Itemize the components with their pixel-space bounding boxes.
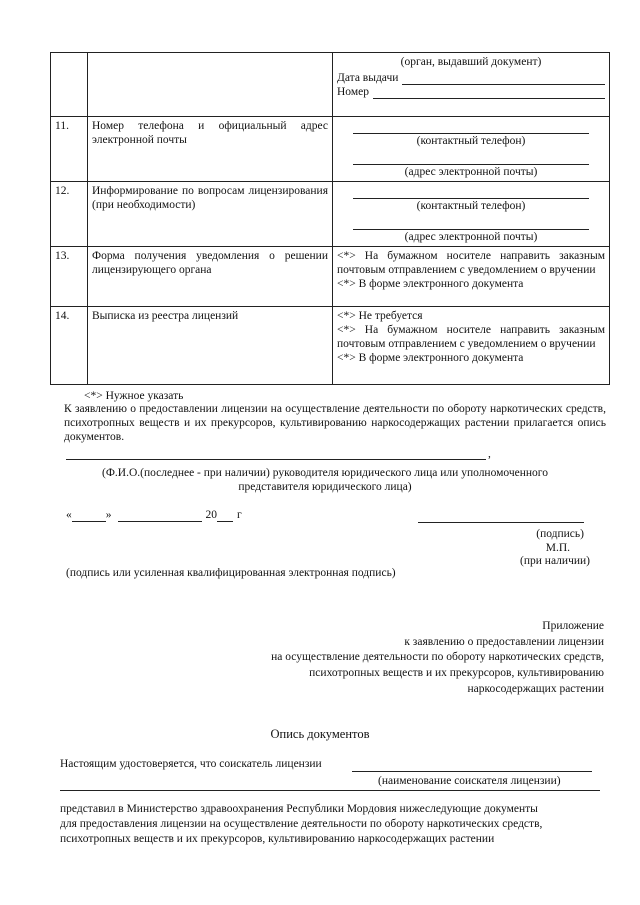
phone-caption: (контактный телефон) bbox=[416, 200, 526, 212]
option-not-required[interactable]: <*> Не требуется bbox=[337, 310, 423, 322]
stamp-note: (при наличии) bbox=[520, 555, 590, 567]
row-label: Форма получения уведомления о решении лицензирующего органа bbox=[88, 247, 333, 307]
option-paper[interactable]: <*> На бумажном носителе направить заказным почтовым отправлением с уведомлением о вручении bbox=[337, 324, 605, 350]
name-field[interactable] bbox=[66, 447, 486, 460]
option-paper[interactable]: <*> На бумажном носителе направить заказным почтовым отправлением с уведомлением о вручении bbox=[337, 250, 605, 276]
number-field[interactable] bbox=[373, 86, 605, 99]
appendix-line: наркосодержащих растении bbox=[467, 683, 604, 695]
row-label: Информирование по вопросам лицензирования (при необходимости) bbox=[88, 182, 333, 247]
row-number-cell bbox=[51, 53, 88, 117]
issue-date-field[interactable] bbox=[402, 72, 605, 85]
email-caption: (адрес электронной почты) bbox=[404, 166, 538, 178]
stamp-label: М.П. bbox=[545, 542, 570, 554]
certify-text: Настоящим удостоверяется, что соискатель лицензии bbox=[60, 758, 322, 770]
option-electronic[interactable]: <*> В форме электронного документа bbox=[337, 352, 524, 364]
appendix-line: на осуществление деятельности по обороту наркотических средств, bbox=[271, 651, 604, 663]
final-line: для предоставления лицензии на осуществление деятельности по обороту наркотических средств, bbox=[60, 818, 543, 830]
table-row bbox=[51, 182, 610, 247]
row-value-cell bbox=[333, 53, 610, 117]
phone-caption: (контактный телефон) bbox=[416, 135, 526, 147]
signature-caption: (подпись) bbox=[536, 528, 584, 540]
email-field[interactable] bbox=[353, 217, 589, 230]
row-value-cell bbox=[333, 247, 610, 307]
row-number: 12. bbox=[51, 182, 88, 247]
row-number: 13. bbox=[51, 247, 88, 307]
row-value-cell bbox=[333, 182, 610, 247]
phone-field[interactable] bbox=[353, 186, 589, 199]
row-number: 11. bbox=[51, 117, 88, 182]
email-field[interactable] bbox=[353, 152, 589, 165]
appendix-line: психотропных веществ и их прекурсоров, культивированию bbox=[309, 667, 604, 679]
footnote: <*> Нужное указать bbox=[84, 390, 184, 402]
year-field[interactable] bbox=[217, 509, 233, 522]
email-caption: (адрес электронной почты) bbox=[404, 231, 538, 243]
esign-caption: (подпись или усиленная квалифицированная электронная подпись) bbox=[66, 567, 396, 579]
row-label: Номер телефона и официальный адрес электронной почты bbox=[88, 117, 333, 182]
applicant-field[interactable] bbox=[352, 759, 592, 772]
table-row bbox=[51, 307, 610, 385]
organ-caption: (орган, выдавший документ) bbox=[400, 56, 542, 68]
table-row bbox=[51, 53, 610, 117]
signature-field[interactable] bbox=[418, 510, 584, 523]
issue-date-label: Дата выдачи bbox=[337, 72, 399, 84]
option-electronic[interactable]: <*> В форме электронного документа bbox=[337, 278, 524, 290]
final-line: психотропных веществ и их прекурсоров, культивированию наркосодержащих растении bbox=[60, 833, 495, 845]
applicant-field-continued[interactable] bbox=[60, 784, 600, 791]
final-line: представил в Министерство здравоохранения Республики Мордовия нижеследующие документы bbox=[60, 803, 538, 815]
table-row bbox=[51, 247, 610, 307]
year-suffix: г bbox=[237, 509, 242, 521]
date-close-quote: » bbox=[105, 509, 112, 521]
row-label: Выписка из реестра лицензий bbox=[88, 307, 333, 385]
license-form-table bbox=[50, 52, 610, 385]
name-caption: (Ф.И.О.(последнее - при наличии) руководителя юридического лица или уполномоченного представителя юридического лица) bbox=[102, 467, 548, 493]
row-label-cell bbox=[88, 53, 333, 117]
appendix-title: Приложение bbox=[542, 620, 604, 632]
row-value-cell bbox=[333, 117, 610, 182]
date-open-quote: « bbox=[66, 509, 72, 521]
row-number: 14. bbox=[51, 307, 88, 385]
inventory-title: Опись документов bbox=[270, 727, 370, 741]
phone-field[interactable] bbox=[353, 121, 589, 134]
month-field[interactable] bbox=[118, 509, 202, 522]
year-prefix: 20 bbox=[205, 509, 217, 521]
day-field[interactable] bbox=[72, 509, 106, 522]
applicant-caption: (наименование соискателя лицензии) bbox=[378, 775, 561, 787]
name-comma: , bbox=[488, 448, 491, 460]
number-label: Номер bbox=[337, 86, 369, 98]
row-value-cell bbox=[333, 307, 610, 385]
attachment-paragraph: К заявлению о предоставлении лицензии на осуществление деятельности по обороту наркотических средств, психотропных веществ и их прекурсоров, культивированию наркосодержащих растении прилагается опись документов. bbox=[64, 403, 606, 443]
appendix-line: к заявлению о предоставлении лицензии bbox=[404, 636, 604, 648]
date-line bbox=[66, 508, 242, 522]
table-row bbox=[51, 117, 610, 182]
